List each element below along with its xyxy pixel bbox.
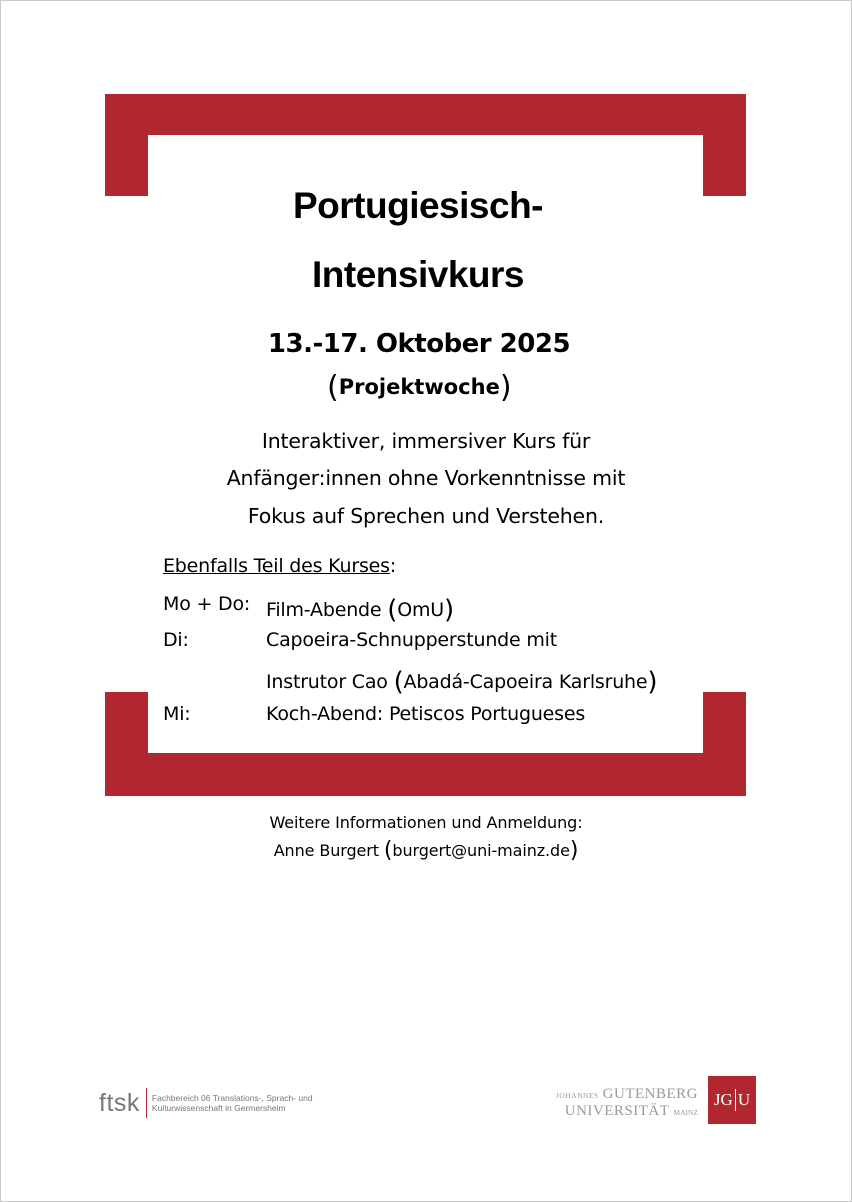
title-line-2: Intensivkurs [312, 254, 524, 295]
schedule-activity: Instrutor Cao (Abadá-Capoeira Karlsruhe) [266, 667, 658, 697]
description-line-2: Anfänger:innen ohne Vorkenntnisse mit [226, 466, 626, 490]
schedule-day: Mi: [163, 703, 191, 725]
schedule-heading: Ebenfalls Teil des Kurses: [163, 555, 397, 577]
course-dates: 13.-17. Oktober 2025 [267, 329, 571, 359]
jgu-logo: JG U [708, 1076, 756, 1124]
project-week-label: (Projektwoche) [327, 370, 512, 405]
schedule-day: Mo + Do: [163, 593, 251, 615]
schedule-activity: Koch-Abend: Petiscos Portugueses [266, 703, 586, 725]
contact-name: Anne Burgert [273, 841, 379, 860]
description-line-1: Interaktiver, immersiver Kurs für [261, 429, 591, 453]
contact-line: Anne Burgert (burgert@uni-mainz.de) [273, 838, 579, 863]
schedule-day: Di: [163, 629, 189, 651]
title-line-1: Portugiesisch- [293, 185, 543, 226]
contact-email[interactable]: burgert@uni-mainz.de [392, 841, 570, 860]
jgu-wordmark: JOHANNES GUTENBERG UNIVERSITÄT MAINZ [555, 1086, 698, 1119]
description-line-3: Fokus auf Sprechen und Verstehen. [247, 504, 605, 528]
ftsk-logo: ftsk Fachbereich 06 Translations-, Sprach- und Kulturwissenschaft in Germersheim [99, 1088, 313, 1117]
schedule-activity: Capoeira-Schnupperstunde mit [266, 629, 557, 651]
schedule-activity: Film-Abende (OmU) [266, 595, 454, 625]
info-heading: Weitere Informationen und Anmeldung: [269, 813, 583, 832]
